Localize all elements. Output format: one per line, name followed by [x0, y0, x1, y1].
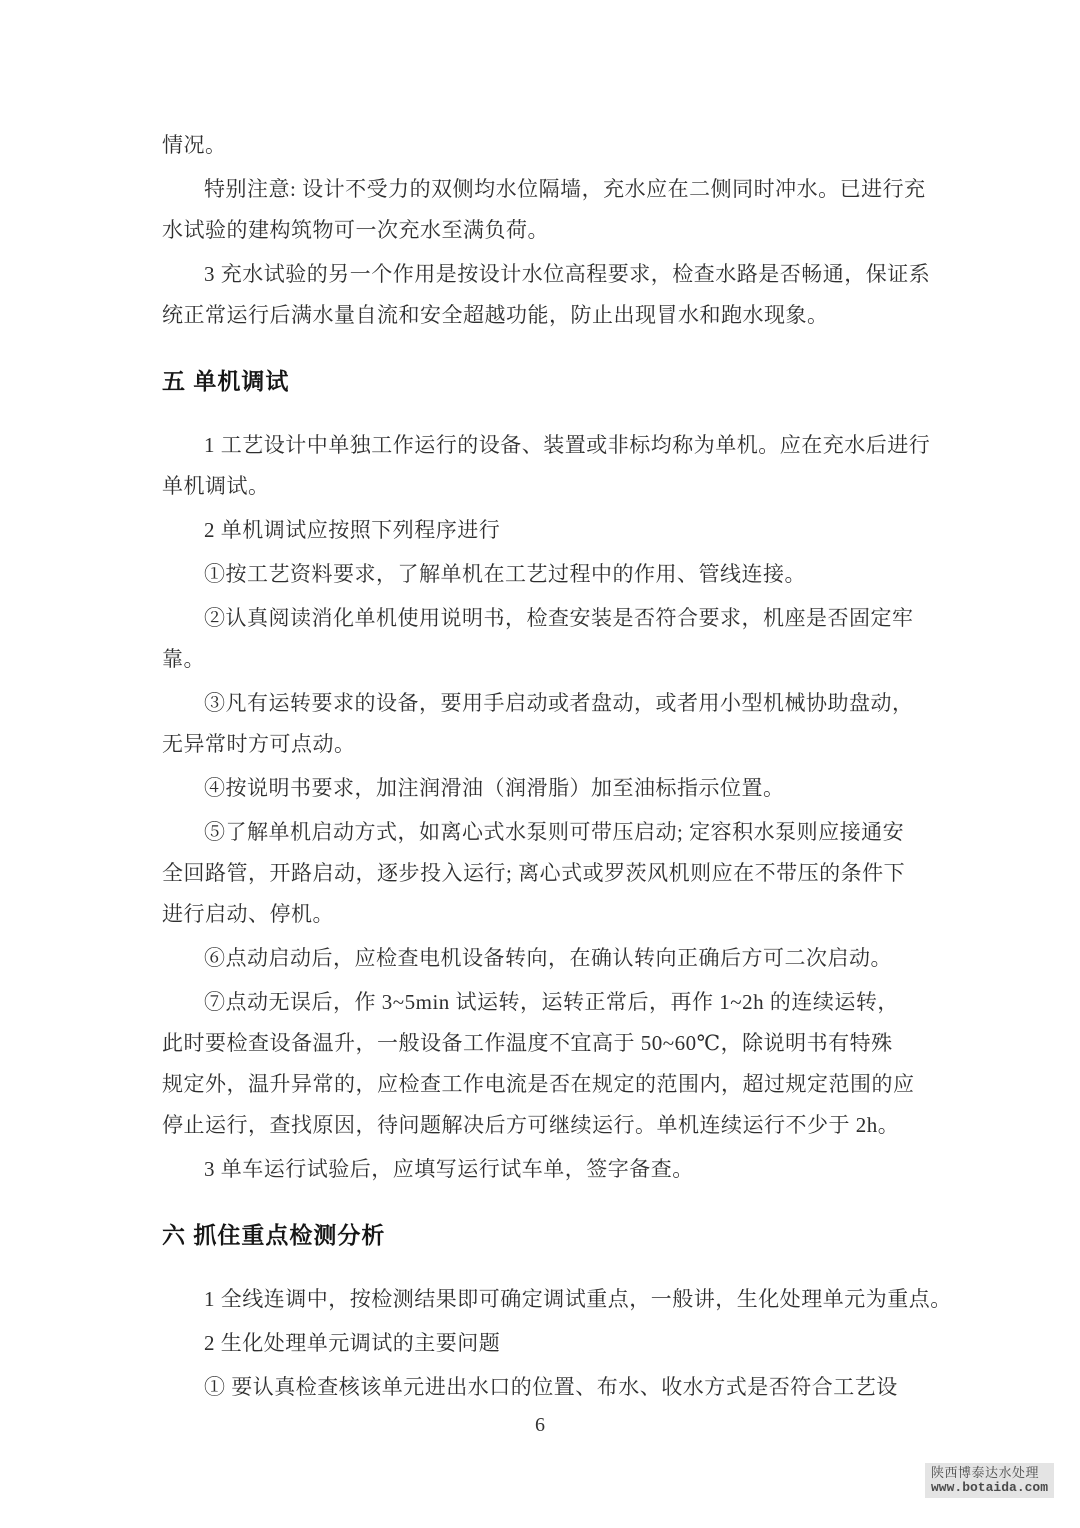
text-line: 统正常运行后满水量自流和安全超越功能，防止出现冒水和跑水现象。 — [162, 303, 829, 327]
watermark-company: 陕西博泰达水处理 — [931, 1465, 1040, 1480]
paragraph — [162, 1149, 934, 1190]
text-line: 2 生化处理单元调试的主要问题 — [204, 1331, 501, 1355]
paragraph — [162, 938, 934, 979]
text-line: 规定外，温升异常的，应检查工作电流是否在规定的范围内，超过规定范围的应 — [162, 1072, 915, 1096]
text-line: ⑦点动无误后，作 3~5min 试运转，运转正常后，再作 1~2h 的连续运转， — [204, 990, 899, 1014]
paragraph — [162, 598, 934, 680]
watermark-url: www.botaida.com — [931, 1480, 1049, 1495]
page-number: 6 — [535, 1414, 545, 1436]
text-line: ⑤了解单机启动方式，如离心式水泵则可带压启动; 定容积水泵则应接通安 — [204, 820, 905, 844]
text-line: 靠。 — [162, 647, 205, 671]
text-line: 3 充水试验的另一个作用是按设计水位高程要求，检查水路是否畅通，保证系 — [204, 262, 931, 286]
text-line: 停止运行，查找原因，待问题解决后方可继续运行。单机连续运行不少于 2h。 — [162, 1113, 900, 1137]
text-line: ① 要认真检查核该单元进出水口的位置、布水、收水方式是否符合工艺设 — [204, 1375, 898, 1399]
text-line: 无异常时方可点动。 — [162, 732, 356, 756]
text-line: 此时要检查设备温升，一般设备工作温度不宜高于 50~60℃，除说明书有特殊 — [162, 1031, 893, 1055]
text-line: 全回路管，开路启动，逐步投入运行; 离心式或罗茨风机则应在不带压的条件下 — [162, 861, 906, 885]
paragraph — [162, 554, 934, 595]
text-line: ⑥点动启动后，应检查电机设备转向，在确认转向正确后方可二次启动。 — [204, 946, 892, 970]
text-line: 3 单车运行试验后，应填写运行试车单，签字备查。 — [204, 1157, 694, 1181]
text-line: 水试验的建构筑物可一次充水至满负荷。 — [162, 218, 549, 242]
paragraph — [162, 683, 934, 765]
paragraph — [162, 510, 934, 551]
text-line: ①按工艺资料要求，了解单机在工艺过程中的作用、管线连接。 — [204, 562, 806, 586]
section-heading: 五 单机调试 — [162, 368, 290, 394]
paragraph — [162, 1367, 934, 1408]
paragraph — [162, 1279, 952, 1320]
text-line: ③凡有运转要求的设备，要用手启动或者盘动，或者用小型机械协助盘动， — [204, 691, 914, 715]
paragraph — [162, 425, 934, 507]
paragraph — [162, 169, 934, 251]
text-line: 情况。 — [162, 133, 227, 157]
text-line: ④按说明书要求，加注润滑油（润滑脂）加至油标指示位置。 — [204, 776, 785, 800]
document-body — [162, 0, 952, 1411]
text-line: ②认真阅读消化单机使用说明书，检查安装是否符合要求，机座是否固定牢 — [204, 606, 914, 630]
watermark — [925, 1463, 1054, 1498]
text-line: 特别注意: 设计不受力的双侧均水位隔墙，充水应在二侧同时冲水。已进行充 — [204, 177, 926, 201]
section-heading: 六 抓住重点检测分析 — [162, 1222, 386, 1248]
paragraph — [162, 812, 934, 935]
text-line: 单机调试。 — [162, 474, 270, 498]
paragraph — [162, 982, 934, 1146]
paragraph — [162, 254, 934, 336]
paragraph — [162, 1323, 934, 1364]
text-line: 1 全线连调中，按检测结果即可确定调试重点，一般讲，生化处理单元为重点。 — [204, 1287, 952, 1311]
text-line: 1 工艺设计中单独工作运行的设备、装置或非标均称为单机。应在充水后进行 — [204, 433, 931, 457]
text-line: 2 单机调试应按照下列程序进行 — [204, 518, 501, 542]
paragraph — [162, 125, 934, 166]
text-line: 进行启动、停机。 — [162, 902, 334, 926]
paragraph — [162, 768, 934, 809]
